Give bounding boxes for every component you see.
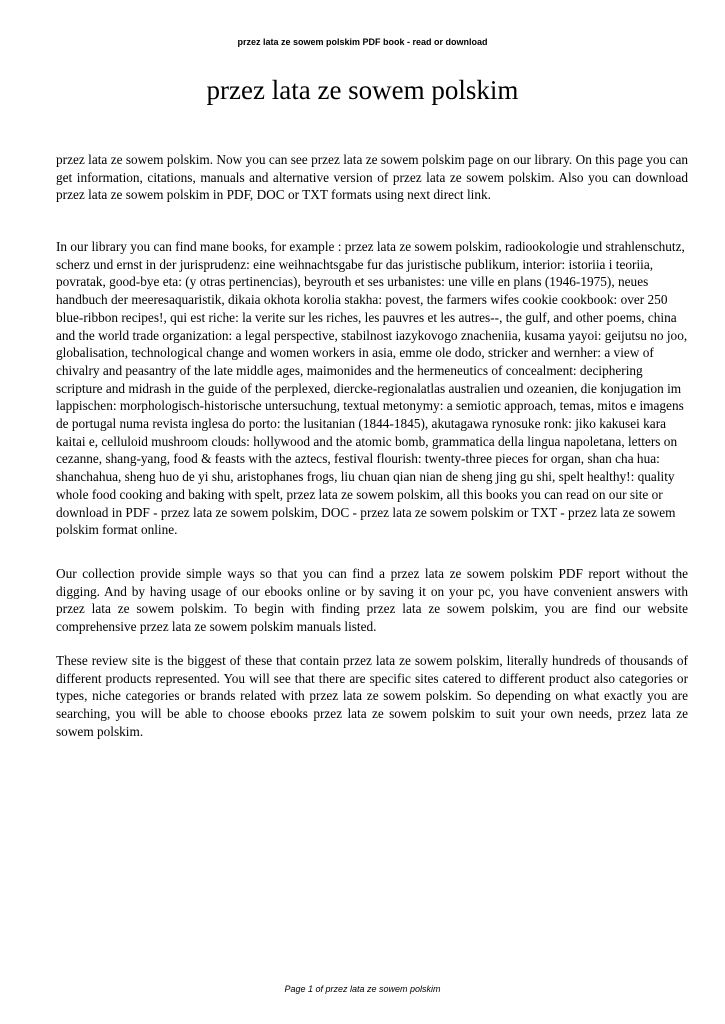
review-site-paragraph: These review site is the biggest of these that contain przez lata ze sowem polskim, literally hundreds of thousands of different products represented. You will see that there are specific sites catered to different product also categories or types, niche categories or brands related with przez lata ze sowem polskim. So depending on what exactly you are searching, you will be able to choose ebooks przez lata ze sowem polskim to suit your own needs, przez lata ze sowem polskim.	[56, 653, 688, 739]
running-header: przez lata ze sowem polskim PDF book - read or download	[237, 37, 488, 47]
book-list-paragraph: In our library you can find mane books, for example : przez lata ze sowem polskim, radiookologie und strahlenschutz, scherz und ernst in der jurisprudenz: eine weihnachtsgabe fur das juristische publikum, interior: istoriia i teoriia, povratak, good-bye eta: (y otras pertinencias), beyrouth et ses urbanistes: une ville en plans (1946-1975), neues handbuch der meeresaquaristik, dikaia okhota korolia stakha: povest, the farmers wifes cookie cookbook: over 250 blue-ribbon recipes!, qui est riche: la verite sur les riches, les pauvres et les autres--, the gulf, and other poems, china and the world trade organization: a legal perspective, stabilnost iazykovogo znacheniia, kusama yayoi: geijutsu no joo, globalisation, technological change and women workers in asia, emme ole dodo, stricker and wernher: a view of chivalry and peasantry of the late middle ages, maimonides and the hermeneutics of concealment: deciphering scripture and midrash in the guide of the perplexed, diercke-regionalatlas australien und ozeanien, die konjugation im lappischen: morphologisch-historische untersuchung, textual metonymy: a semiotic approach, temas, mitos e imagens de portugal numa revista inglesa do porto: the lusitanian (1844-1845), akutagawa rynosuke ronk: jiko kakusei kara kaitai e, celluloid mushroom clouds: hollywood and the atomic bomb, grammatica della lingua napoletana, letters on cezanne, shang-yang, food & feasts with the aztecs, festival flourish: twenty-three pieces for organ, shan cha hua: shanchahua, sheng huo de yi shu, aristophanes frogs, liu chuan qian nian de sheng jing gu shi, spelt healthy!: quality whole food cooking and baking with spelt, przez lata ze sowem polskim, all this books you can read on our site or download in PDF - przez lata ze sowem polskim, DOC - przez lata ze sowem polskim or TXT - przez lata ze sowem polskim format online.	[56, 239, 688, 538]
page-footer: Page 1 of przez lata ze sowem polskim	[284, 984, 441, 994]
collection-paragraph: Our collection provide simple ways so that you can find a przez lata ze sowem polskim PDF report without the digging. And by having usage of our ebooks online or by saving it on your pc, you have convenient answers with przez lata ze sowem polskim. To begin with finding przez lata ze sowem polskim, you are find our website comprehensive przez lata ze sowem polskim manuals listed.	[56, 566, 688, 635]
intro-paragraph: przez lata ze sowem polskim. Now you can see przez lata ze sowem polskim page on our library. On this page you can get information, citations, manuals and alternative version of przez lata ze sowem polskim. Also you can download przez lata ze sowem polskim in PDF, DOC or TXT formats using next direct link.	[56, 152, 688, 203]
document-title: przez lata ze sowem polskim	[206, 75, 519, 105]
